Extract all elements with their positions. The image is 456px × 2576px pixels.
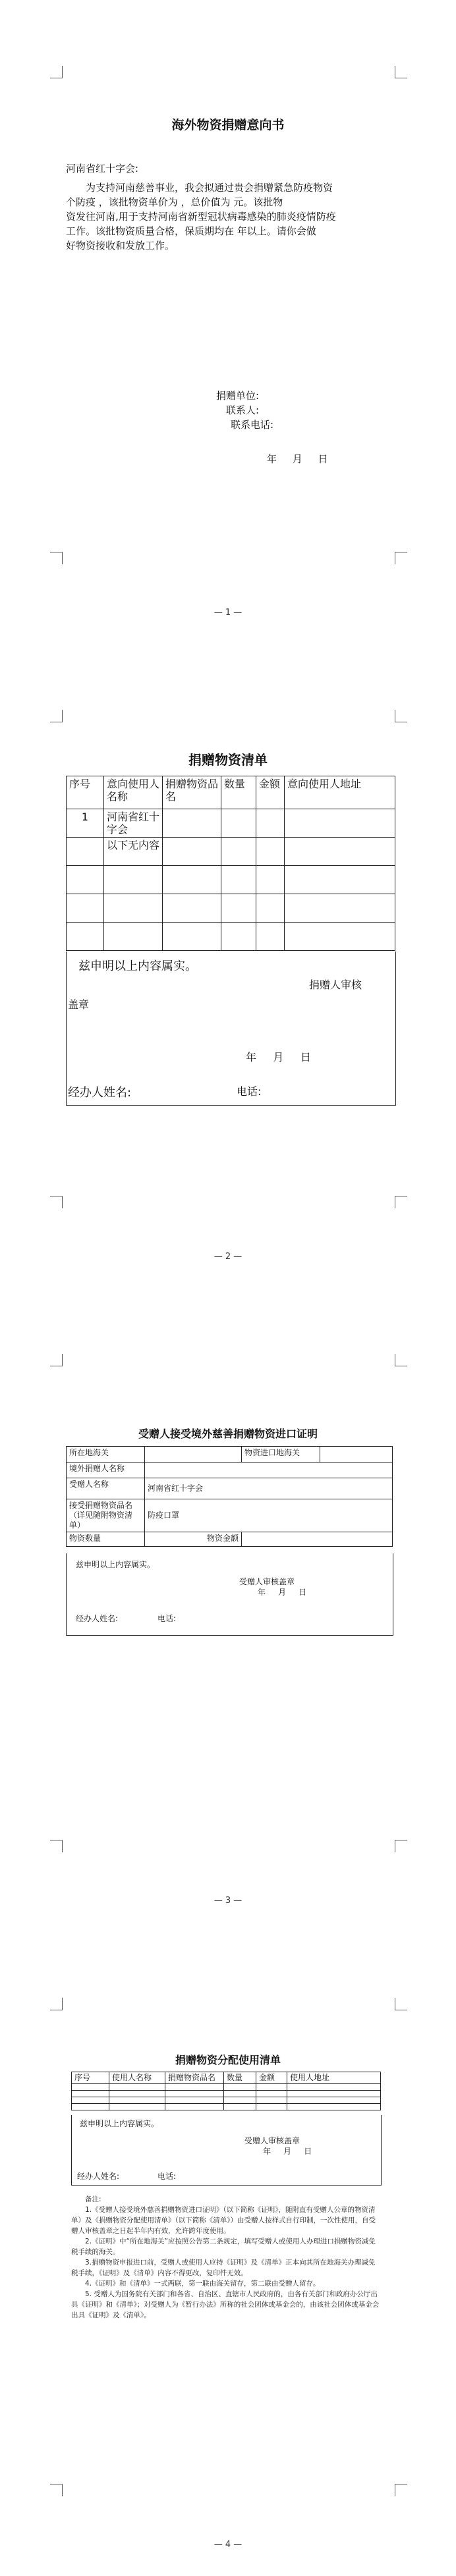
table-row bbox=[67, 866, 395, 894]
table-cell bbox=[256, 2091, 287, 2097]
table-cell bbox=[287, 2104, 381, 2110]
donor-unit-label: 捐赠单位: bbox=[216, 390, 260, 402]
page-3 bbox=[0, 1288, 456, 1932]
table-row bbox=[67, 838, 395, 866]
salutation: 河南省红十字会: bbox=[66, 163, 139, 174]
table-cell bbox=[287, 2091, 381, 2097]
value-cell bbox=[320, 1447, 393, 1462]
crop-mark bbox=[395, 1196, 407, 1208]
date-line: 年 月 日 bbox=[246, 1051, 311, 1063]
note-item: 4.《证明》和《清单》一式两联，第一联由海关留存，第二联由受赠人留存。 bbox=[85, 2280, 320, 2288]
crop-mark bbox=[50, 1840, 63, 1852]
table-cell bbox=[224, 2097, 256, 2104]
table-cell bbox=[256, 923, 285, 951]
statement-text: 兹申明以上内容属实。 bbox=[78, 959, 197, 973]
value-cell bbox=[145, 1447, 242, 1462]
statement-text: 兹申明以上内容属实。 bbox=[76, 1560, 156, 1569]
table-cell bbox=[72, 2084, 109, 2091]
table-cell bbox=[224, 2104, 256, 2110]
header-cell: 使用人名称 bbox=[109, 2072, 165, 2084]
import-certificate-table bbox=[66, 1446, 393, 1547]
table-row bbox=[67, 809, 395, 838]
letter-body bbox=[66, 180, 395, 253]
table-cell bbox=[285, 809, 395, 838]
distribution-list-table bbox=[71, 2072, 381, 2110]
table-cell bbox=[256, 838, 285, 866]
body-line: 个防疫 ，该批物资单价为 ，总价值为 元。该批物 bbox=[66, 196, 283, 208]
table-cell bbox=[256, 2104, 287, 2110]
table-cell bbox=[165, 2091, 224, 2097]
header-cell: 序号 bbox=[67, 776, 104, 809]
table-cell bbox=[163, 866, 221, 894]
header-cell: 数量 bbox=[224, 2072, 256, 2084]
table-cell bbox=[285, 838, 395, 866]
crop-mark bbox=[50, 710, 63, 722]
table-row bbox=[67, 1478, 393, 1499]
page-number: — 1 — bbox=[214, 608, 242, 618]
table-cell bbox=[67, 894, 104, 923]
table-row bbox=[72, 2091, 381, 2097]
date-line: 年 月 日 bbox=[263, 2147, 312, 2156]
table-cell bbox=[163, 809, 221, 838]
page-1 bbox=[0, 0, 456, 644]
crop-mark bbox=[50, 2484, 63, 2496]
table-cell bbox=[67, 866, 104, 894]
header-cell: 意向使用人地址 bbox=[285, 776, 395, 809]
table-cell bbox=[285, 866, 395, 894]
note-item: 2.《证明》中“所在地海关”应按照公告第二条规定，填写受赠人或使用人办理进口捐赠物资减免税手续的海关。 bbox=[71, 2238, 376, 2256]
crop-mark bbox=[395, 66, 407, 78]
page-title: 捐赠物资分配使用清单 bbox=[175, 2054, 281, 2066]
table-cell bbox=[104, 923, 163, 951]
label-cell: 接受捐赠物资品名（详见随附物资清单） bbox=[67, 1499, 145, 1532]
crop-mark bbox=[50, 552, 63, 564]
table-cell bbox=[163, 894, 221, 923]
phone-label: 电话: bbox=[157, 2172, 177, 2181]
label-cell: 所在地海关 bbox=[67, 1447, 145, 1462]
table-cell bbox=[109, 2091, 165, 2097]
table-cell bbox=[72, 2091, 109, 2097]
table-cell bbox=[221, 923, 256, 951]
value-cell bbox=[145, 1462, 393, 1478]
statement-text: 兹申明以上内容属实。 bbox=[80, 2119, 159, 2128]
table-row bbox=[67, 894, 395, 923]
page-title: 海外物资捐赠意向书 bbox=[171, 118, 285, 132]
statement-box bbox=[66, 952, 396, 1106]
table-cell bbox=[221, 894, 256, 923]
table-cell bbox=[285, 923, 395, 951]
date-line: 年 月 日 bbox=[258, 1588, 307, 1597]
page-number: — 2 — bbox=[214, 1252, 242, 1262]
donation-list-table bbox=[66, 776, 395, 951]
table-cell bbox=[104, 866, 163, 894]
table-row bbox=[67, 1462, 393, 1478]
crop-mark bbox=[395, 1840, 407, 1852]
table-cell bbox=[256, 866, 285, 894]
header-cell: 数量 bbox=[221, 776, 256, 809]
table-cell bbox=[165, 2084, 224, 2091]
table-cell bbox=[165, 2097, 224, 2104]
date-line: 年 月 日 bbox=[267, 453, 328, 465]
phone-label: 联系电话: bbox=[231, 419, 274, 431]
crop-mark bbox=[395, 710, 407, 722]
handler-label: 经办人姓名: bbox=[76, 1614, 119, 1623]
note-item: 1.《受赠人接受境外慈善捐赠物资进口证明》（以下简称《证明》，随附直有受赠人公章的物资清单）及《捐赠物资分配使用清单》（以下简称《清单》）由受赠人按样式自行印制，一次性使用，自受赠人审核盖章之日起半年内有效，允许跨年度使用。 bbox=[71, 2206, 376, 2235]
header-cell: 意向使用人名称 bbox=[104, 776, 163, 809]
table-row bbox=[67, 1532, 393, 1547]
crop-mark bbox=[395, 552, 407, 564]
phone-label: 电话: bbox=[237, 1085, 262, 1098]
table-row bbox=[67, 923, 395, 951]
table-cell: 河南省红十字会 bbox=[104, 809, 163, 838]
table-cell bbox=[67, 923, 104, 951]
statement-box bbox=[66, 1553, 393, 1636]
body-line: 好物资接收和发放工作。 bbox=[66, 240, 175, 252]
value-cell: 河南省红十字会 bbox=[145, 1478, 393, 1499]
table-row bbox=[72, 2084, 381, 2091]
contact-label: 联系人: bbox=[226, 404, 260, 416]
table-cell: 以下无内容 bbox=[104, 838, 163, 866]
header-cell: 金额 bbox=[256, 776, 285, 809]
table-cell bbox=[109, 2084, 165, 2091]
crop-mark bbox=[50, 66, 63, 78]
label-cell: 物资数量 bbox=[67, 1532, 145, 1547]
table-header-row bbox=[72, 2072, 381, 2084]
label-cell: 受赠人名称 bbox=[67, 1478, 145, 1499]
notes-title: 备注: bbox=[85, 2195, 101, 2203]
table-cell bbox=[109, 2097, 165, 2104]
table-cell bbox=[256, 894, 285, 923]
body-line: 资发往河南,用于支持河南省新型冠状病毒感染的肺炎疫情防疫 bbox=[66, 211, 336, 223]
table-row bbox=[67, 1499, 393, 1532]
header-cell: 序号 bbox=[72, 2072, 109, 2084]
notes-section bbox=[71, 2194, 381, 2321]
table-cell bbox=[221, 838, 256, 866]
table-cell bbox=[163, 923, 221, 951]
statement-box bbox=[71, 2115, 382, 2186]
body-line: 为支持河南慈善事业，我会拟通过贵会捐赠紧急防疫物资 bbox=[86, 182, 333, 194]
table-cell bbox=[72, 2104, 109, 2110]
header-cell: 捐赠物资品名 bbox=[163, 776, 221, 809]
label-cell: 境外捐赠人名称 bbox=[67, 1462, 145, 1478]
table-cell bbox=[256, 2084, 287, 2091]
page-2 bbox=[0, 644, 456, 1288]
seal-label: 捐赠人审核 bbox=[309, 979, 362, 991]
table-cell bbox=[256, 2097, 287, 2104]
seal-label: 受赠人审核盖章 bbox=[244, 2136, 300, 2145]
header-cell: 捐赠物资品名 bbox=[165, 2072, 224, 2084]
table-header-row bbox=[67, 776, 395, 809]
note-item: 3.捐赠物资申报进口前，受赠人或使用人应持《证明》及《清单》正本向其所在地海关办理减免税手续，《证明》及《清单》内容不得更改，复印件无效。 bbox=[71, 2259, 376, 2277]
header-cell: 金额 bbox=[256, 2072, 287, 2084]
crop-mark bbox=[50, 1998, 63, 2010]
table-cell bbox=[104, 894, 163, 923]
table-cell bbox=[109, 2104, 165, 2110]
table-row bbox=[72, 2104, 381, 2110]
table-cell bbox=[256, 809, 285, 838]
label-cell: 物资进口地海关 bbox=[242, 1447, 320, 1462]
table-cell: 1 bbox=[67, 809, 104, 838]
note-item: 5. 受赠人为国务院有关部门和各省、自治区、直辖市人民政府的，由各有关部门和政府办公厅出具《证明》和《清单》；对受赠人为《暂行办法》所称的社会团体或基金会的，由该社会团体或基金会出具《证明》及《清单》。 bbox=[71, 2290, 380, 2319]
value-cell bbox=[242, 1532, 393, 1547]
seal-label: 受赠人审核盖章 bbox=[239, 1577, 295, 1586]
table-cell bbox=[221, 809, 256, 838]
page-number: — 4 — bbox=[214, 2540, 242, 2550]
handler-label: 经办人姓名: bbox=[68, 1086, 132, 1100]
table-cell bbox=[165, 2104, 224, 2110]
crop-mark bbox=[50, 1354, 63, 1366]
page-number: — 3 — bbox=[214, 1896, 242, 1906]
table-row bbox=[67, 1447, 393, 1462]
table-cell bbox=[221, 866, 256, 894]
table-row bbox=[72, 2097, 381, 2104]
table-cell bbox=[287, 2084, 381, 2091]
page-title: 捐赠物资清单 bbox=[188, 752, 268, 768]
page-title: 受赠人接受境外慈善捐赠物资进口证明 bbox=[138, 1428, 318, 1440]
label-cell: 物资金额 bbox=[145, 1532, 242, 1547]
page-4 bbox=[0, 1932, 456, 2576]
table-cell bbox=[224, 2091, 256, 2097]
phone-label: 电话: bbox=[157, 1614, 177, 1623]
table-cell bbox=[285, 894, 395, 923]
header-cell: 使用人地址 bbox=[287, 2072, 381, 2084]
value-cell: 防疫口罩 bbox=[145, 1499, 393, 1532]
crop-mark bbox=[395, 1998, 407, 2010]
body-line: 工作。该批物资质量合格，保质期均在 年以上。请你会做 bbox=[66, 225, 316, 237]
handler-label: 经办人姓名: bbox=[77, 2172, 120, 2181]
table-cell bbox=[287, 2097, 381, 2104]
table-cell bbox=[224, 2084, 256, 2091]
crop-mark bbox=[395, 1354, 407, 1366]
crop-mark bbox=[395, 2484, 407, 2496]
table-cell bbox=[163, 838, 221, 866]
seal-label-2: 盖章 bbox=[68, 998, 90, 1011]
crop-mark bbox=[50, 1196, 63, 1208]
table-cell bbox=[72, 2097, 109, 2104]
table-cell bbox=[67, 838, 104, 866]
